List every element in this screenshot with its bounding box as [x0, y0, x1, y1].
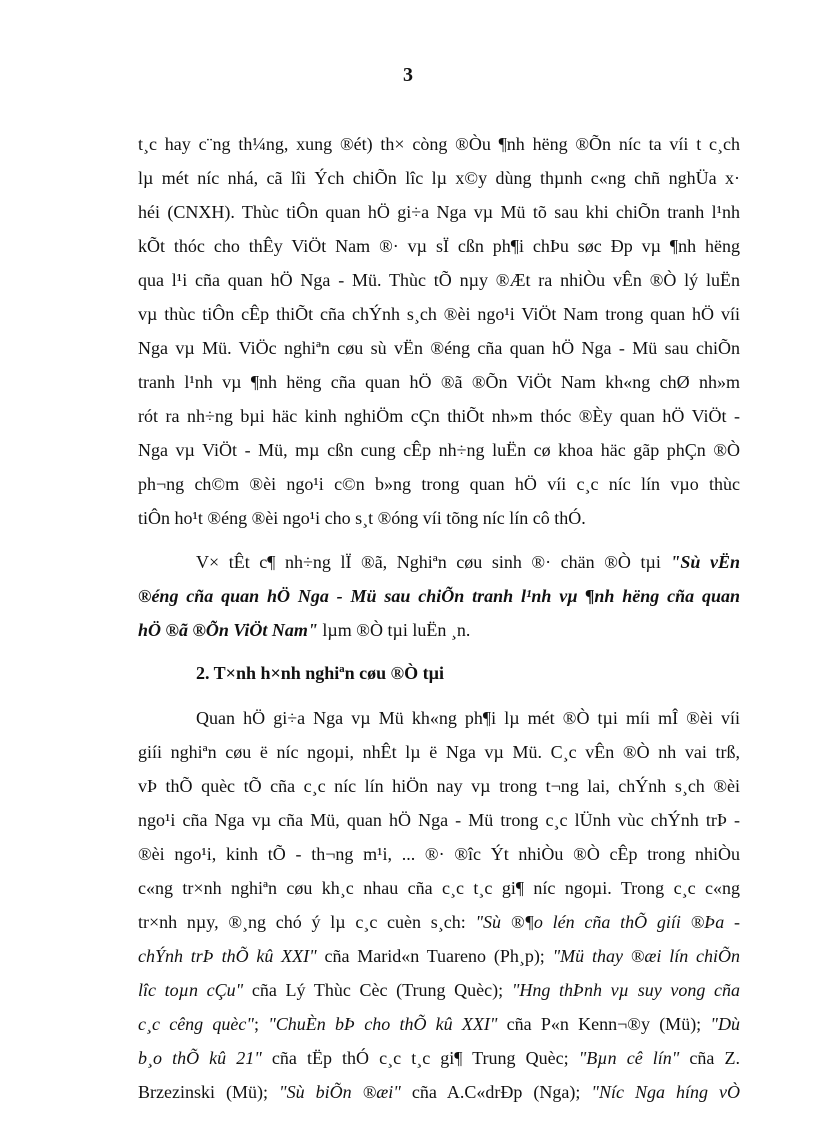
paragraph-3-line [138, 973, 740, 1007]
paragraph-3-text: cña Marid«n Tuareno (Ph¸p); [316, 946, 553, 966]
book-title: "Dù [710, 1014, 740, 1034]
paragraph-3-line [138, 1007, 740, 1041]
paragraph-3-text: tr×nh nµy, ®¸ng chó ý lµ c¸c cuèn s¸ch: [138, 912, 476, 932]
book-title: c¸c cêng quèc" [138, 1014, 254, 1034]
paragraph-3-text: cña P«n Kenn¬®y (Mü); [497, 1014, 711, 1034]
thesis-title-line: ®éng cña quan hÖ Nga - Mü sau chiÕn tranh l¹nh vµ ¶nh hëng cña quan [138, 586, 740, 606]
paragraph-1-line: Nga vµ ViÖt - Mü, mµ cßn cung cÊp nh÷ng luËn cø khoa häc gãp phÇn ®Ò [138, 440, 740, 460]
paragraph-3-text: cña tËp thÓ c¸c t¸c gi¶ Trung Quèc; [261, 1048, 579, 1068]
page-number: 3 [403, 64, 413, 86]
paragraph-1-line: t¸c hay c¨ng th¼ng, xung ®ét) th× còng ®Òu ¶nh hëng ®Õn níc ta víi t c¸ch [138, 134, 740, 154]
paragraph-2-text: lµm ®Ò tµi luËn ¸n. [317, 620, 471, 640]
paragraph-3-text: cña Z. [679, 1048, 740, 1068]
paragraph-3-line: Quan hÖ gi÷a Nga vµ Mü kh«ng ph¶i lµ mét ®Ò tµi míi mÎ ®èi víi [196, 708, 740, 728]
paragraph-1-line: qua l¹i cña quan hÖ Nga - Mü. Thùc tÕ nµy ®Æt ra nhiÒu vÊn ®Ò lý luËn [138, 270, 740, 290]
paragraph-1-line: rót ra nh÷ng bµi häc kinh nghiÖm cÇn thiÕt nh»m thóc ®Èy quan hÖ ViÖt - [138, 406, 740, 426]
paragraph-3-text: cña Lý Thùc Cèc (Trung Quèc); [243, 980, 512, 1000]
paragraph-2-line [138, 613, 740, 647]
book-title: b¸o thÕ kû 21" [138, 1048, 262, 1068]
book-title: "Hng thÞnh vµ suy vong cña [511, 980, 740, 1000]
book-title: "Níc Nga híng vÒ [591, 1082, 740, 1102]
paragraph-1-line: ph¬ng ch©m ®èi ngo¹i c©n b»ng trong quan hÖ víi c¸c níc lín vµo thùc [138, 474, 740, 494]
paragraph-3-text: Brzezinski (Mü); [138, 1082, 280, 1102]
paragraph-3-line [138, 939, 740, 973]
paragraph-1-line: tiÔn ho¹t ®éng ®èi ngo¹i cho s¸t ®óng víi tõng níc lín cô thÓ. [138, 508, 586, 528]
book-title: "ChuÈn bÞ cho thÕ kû XXI" [268, 1014, 498, 1034]
paragraph-1-line: héi (CNXH). Thùc tiÔn quan hÖ gi÷a Nga vµ Mü tõ sau khi chiÕn tranh l¹nh [138, 202, 740, 222]
paragraph-3-text: ; [253, 1014, 269, 1034]
paragraph-3-line [138, 1041, 740, 1075]
book-title: lîc toµn cÇu" [138, 980, 244, 1000]
book-title: chÝnh trÞ thÕ kû XXI" [138, 946, 317, 966]
paragraph-1-line: tranh l¹nh vµ ¶nh hëng cña quan hÖ ®ã ®Õn ViÖt Nam kh«ng chØ nh»m [138, 372, 740, 392]
book-title: "Bµn cê lín" [578, 1048, 680, 1068]
paragraph-3-line: vÞ thÕ quèc tÕ cña c¸c níc lín hiÖn nay vµ trong t¬ng lai, chÝnh s¸ch ®èi [138, 776, 740, 796]
book-title: "Mü thay ®æi lín chiÕn [552, 946, 740, 966]
paragraph-2-text: V× tÊt c¶ nh÷ng lÏ ®ã, Nghiªn cøu sinh ®· chän ®Ò tµi [196, 552, 671, 572]
paragraph-1-line: lµ mét níc nhá, cã lîi Ých chiÕn lîc lµ x©y dùng thµnh c«ng chñ nghÜa x· [138, 168, 740, 188]
book-title: "Sù biÕn ®æi" [279, 1082, 401, 1102]
paragraph-3-text: cña A.C«drÐp (Nga); [400, 1082, 592, 1102]
paragraph-1-line: Nga vµ Mü. ViÖc nghiªn cøu sù vËn ®éng cña quan hÖ Nga - Mü sau chiÕn [138, 338, 740, 358]
paragraph-1-line: vµ thùc tiÔn cÊp thiÕt cña chÝnh s¸ch ®èi ngo¹i ViÖt Nam trong quan hÖ víi [138, 304, 740, 324]
paragraph-3-line: ®èi ngo¹i, kinh tÕ - th¬ng m¹i, ... ®· ®îc Ýt nhiÒu ®Ò cÊp trong nhiÒu [138, 844, 740, 864]
thesis-title: "Sù vËn [670, 552, 740, 572]
paragraph-2-line [196, 545, 740, 579]
paragraph-3-line [138, 905, 740, 939]
section-heading: 2. T×nh h×nh nghiªn cøu ®Ò tµi [196, 663, 444, 683]
thesis-title: hÖ ®ã ®Õn ViÖt Nam" [138, 620, 318, 640]
book-title: "Sù ®¶o lén cña thÕ giíi ®Þa - [475, 912, 740, 932]
paragraph-3-line: giíi nghiªn cøu ë níc ngoµi, nhÊt lµ ë Nga vµ Mü. C¸c vÊn ®Ò nh vai trß, [138, 742, 740, 762]
paragraph-3-line [138, 1075, 740, 1109]
paragraph-3-line: ngo¹i cña Nga vµ cña Mü, quan hÖ Nga - Mü trong c¸c lÜnh vùc chÝnh trÞ - [138, 810, 740, 830]
paragraph-3-line: c«ng tr×nh nghiªn cøu kh¸c nhau cña c¸c t¸c gi¶ níc ngoµi. Trong c¸c c«ng [138, 878, 740, 898]
paragraph-1-line: kÕt thóc cho thÊy ViÖt Nam ®· vµ sÏ cßn ph¶i chÞu søc Ðp vµ ¶nh hëng [138, 236, 740, 256]
